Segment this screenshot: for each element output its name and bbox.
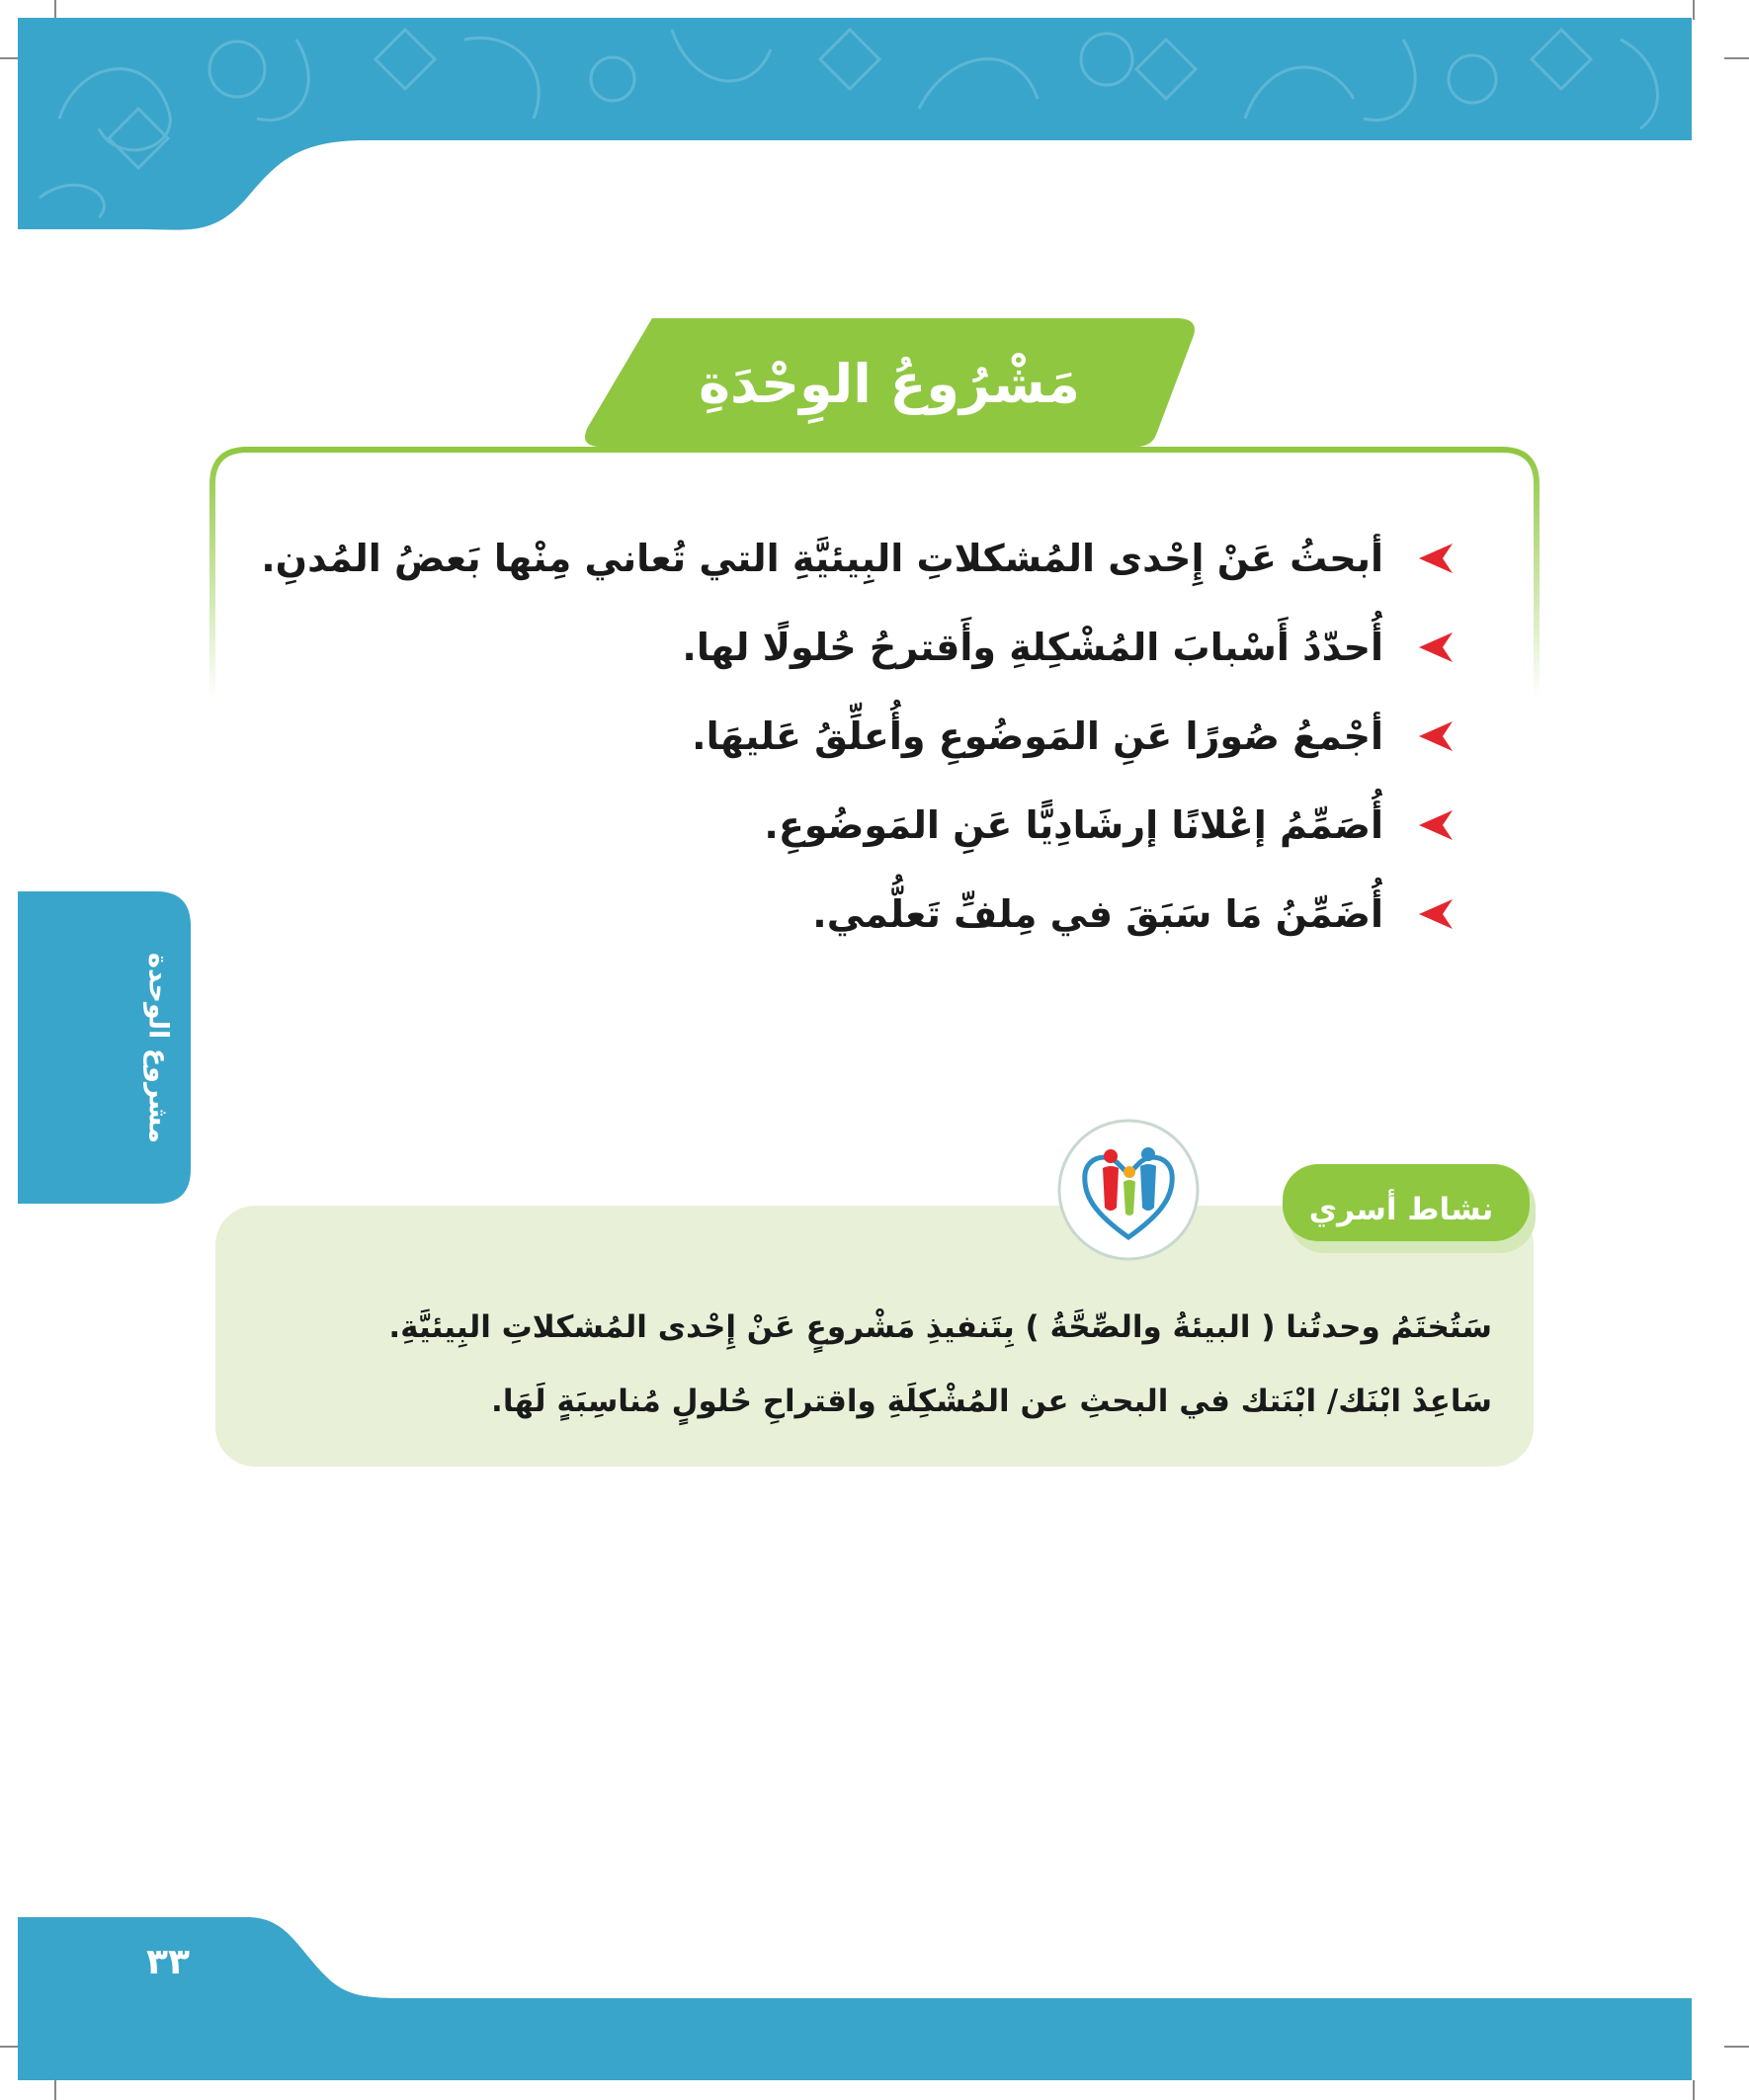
family-activity-label: نشاط أسري <box>1308 1192 1494 1227</box>
family-activity-text: سَتُختَمُ وحدتُنا ( البيئةُ والصِّحَّةُ ) بِتَنفيذِ مَشْروعٍ عَنْ إِحْدى المُشكلاتِ البِيئيَّةِ. <box>388 1309 1492 1345</box>
list-item <box>257 870 1492 959</box>
arrow-bullet-icon <box>1419 810 1453 840</box>
list-item <box>257 603 1492 692</box>
arrow-bullet-icon <box>1419 899 1453 929</box>
list-item <box>257 692 1492 781</box>
footer-banner <box>0 1917 1749 2100</box>
side-tab-label: مشروع الوحدة <box>142 952 174 1143</box>
list-item <box>257 781 1492 870</box>
page-title: مَشْرُوعُ الوِحْدَةِ <box>699 352 1080 415</box>
header-banner <box>0 0 1749 287</box>
arrow-bullet-icon <box>1419 721 1453 751</box>
arrow-bullet-icon <box>1419 632 1453 662</box>
family-activity-text: سَاعِدْ ابْنَك/ ابْنَتك في البحثِ عن المُشْكِلَةِ واقتراحِ حُلولٍ مُناسِبَةٍ لَهَا. <box>491 1384 1492 1419</box>
list-item-text: أبحثُ عَنْ إِحْدى المُشكلاتِ البِيئيَّةِ التي تُعاني مِنْها بَعضُ المُدنِ. <box>261 537 1383 580</box>
project-task-list <box>257 514 1492 959</box>
list-item-text: أُحدّدُ أَسْبابَ المُشْكِلةِ وأَقترحُ حُلولًا لها. <box>682 626 1383 669</box>
family-heart-icon <box>1055 1117 1202 1263</box>
page-number: ٣٣ <box>146 1941 190 1982</box>
list-item-text: أجْمعُ صُورًا عَنِ المَوضُوعِ وأُعلِّقُ عَليهَا. <box>692 714 1383 758</box>
list-item <box>257 514 1492 603</box>
list-item-text: أُضَمِّنُ مَا سَبَقَ في مِلفِّ تَعلُّمي. <box>812 892 1383 936</box>
list-item-text: أُصَمِّمُ إعْلانًا إرشَادِيًّا عَنِ المَوضُوعِ. <box>764 803 1383 847</box>
arrow-bullet-icon <box>1419 544 1453 573</box>
